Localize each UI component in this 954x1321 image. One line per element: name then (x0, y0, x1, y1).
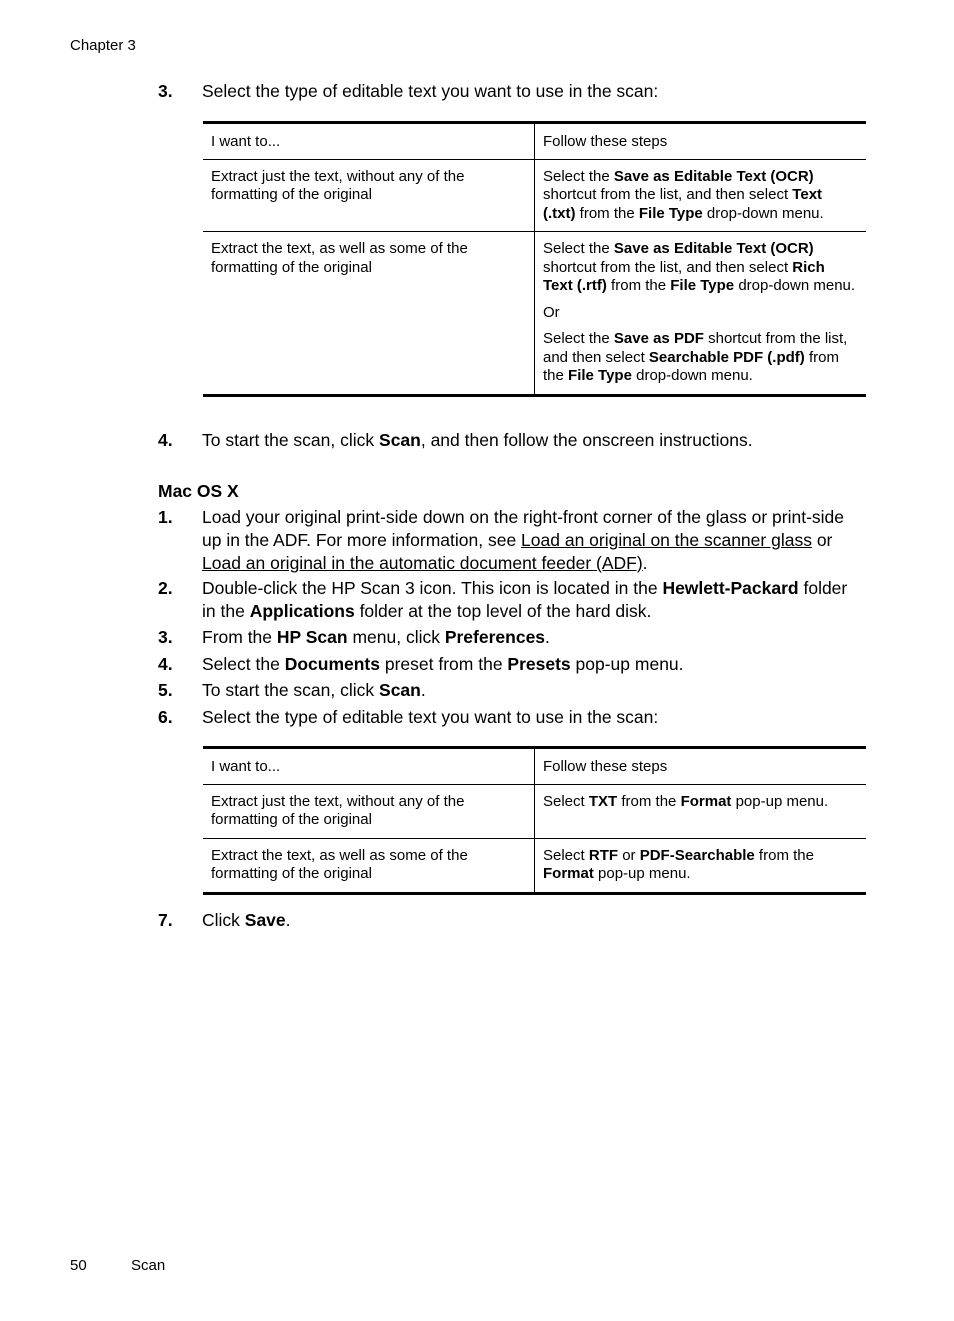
steps-paragraph (543, 330, 858, 386)
bold-term: File Type (638, 204, 703, 222)
bold-term: Presets (507, 654, 571, 674)
want-cell: Extract just the text, without any of the formatting of the original (203, 784, 535, 838)
cross-reference-link[interactable]: Load an original in the automatic document feeder (ADF) (202, 553, 643, 573)
text-run: drop-down menu. (631, 367, 753, 384)
text-run: . (545, 627, 550, 647)
step-number: 5. (158, 680, 173, 700)
editable-text-options-table (203, 121, 866, 397)
text-run: Select the (543, 330, 614, 347)
steps-cell (535, 838, 867, 893)
text-run: pop-up menu. (570, 654, 684, 674)
footer-section: Scan (131, 1257, 166, 1274)
column-header-steps: Follow these steps (535, 123, 867, 160)
bold-term: Rich Text (.rtf) (543, 258, 825, 294)
bold-term: Format (680, 792, 732, 810)
steps-cell (535, 232, 867, 396)
text-run: Double-click the HP Scan 3 icon. This icon is located in the (202, 578, 663, 598)
bold-term: Preferences (444, 627, 546, 647)
text-run: drop-down menu. (734, 277, 856, 294)
step-number: 6. (158, 707, 173, 727)
text-run: Select the (202, 654, 285, 674)
want-cell: Extract just the text, without any of the formatting of the original (203, 159, 535, 232)
step-text (202, 909, 852, 932)
text-run: pop-up menu. (731, 792, 829, 810)
chapter-header: Chapter 3 (70, 37, 136, 54)
column-header-want: I want to... (203, 748, 535, 785)
steps-paragraph (543, 240, 858, 296)
text-run: Or (543, 303, 560, 321)
text-run: from the (617, 792, 681, 810)
bold-term: Applications (249, 601, 355, 621)
text-run: . (642, 553, 648, 573)
bold-term: RTF (588, 846, 619, 864)
steps-paragraph (543, 847, 858, 884)
steps-paragraph (543, 793, 858, 812)
table-row (203, 784, 866, 838)
mac-os-x-heading: Mac OS X (158, 481, 239, 501)
step-text (202, 429, 852, 452)
bold-term: Documents (284, 654, 380, 674)
table-row (203, 838, 866, 893)
text-run: To start the scan, click (202, 430, 380, 450)
cross-reference-link[interactable]: Load an original on the scanner glass (521, 530, 812, 550)
text-run: folder at the top level of the hard disk. (354, 601, 652, 621)
step-number: 3. (158, 627, 173, 647)
column-header-steps: Follow these steps (535, 748, 867, 785)
text-run: Select the (543, 167, 614, 185)
text-run: Select (543, 792, 589, 810)
text-run: . (285, 910, 291, 930)
table-row (203, 159, 866, 232)
text-run: shortcut from the list, and then select (543, 330, 848, 366)
steps-cell (535, 159, 867, 232)
text-run: Click (202, 910, 245, 930)
text-run: from the (606, 277, 671, 294)
text-run: , and then follow the onscreen instructions. (420, 430, 753, 450)
bold-term: Save as Editable Text (OCR) (613, 240, 814, 257)
text-run: preset from the (380, 654, 508, 674)
step-number: 7. (158, 910, 173, 930)
bold-term: Searchable PDF (.pdf) (648, 348, 805, 366)
text-run: Select (543, 846, 589, 864)
text-run: shortcut from the list, and then select (543, 186, 793, 203)
steps-paragraph (543, 304, 858, 323)
step-number: 4. (158, 430, 173, 450)
step-text (202, 506, 852, 575)
steps-cell (535, 784, 867, 838)
text-run: menu, click (347, 627, 445, 647)
text-run: pop-up menu. (593, 865, 691, 882)
step-number: 3. (158, 81, 173, 101)
steps-paragraph (543, 168, 858, 224)
bold-term: Scan (379, 430, 421, 450)
want-cell: Extract the text, as well as some of the formatting of the original (203, 838, 535, 893)
bold-term: File Type (568, 367, 632, 384)
table-header-row (203, 748, 866, 785)
table-header-row (203, 123, 866, 160)
step-text (202, 679, 852, 702)
text-run: or (811, 530, 833, 550)
step-number: 2. (158, 578, 173, 598)
step-number: 4. (158, 654, 173, 674)
bold-term: Scan (379, 680, 421, 700)
bold-term: Hewlett-Packard (662, 578, 799, 598)
step-text (202, 706, 852, 729)
bold-term: TXT (588, 792, 618, 810)
step-text (202, 626, 852, 649)
text-run: From the (202, 627, 277, 647)
want-cell: Extract the text, as well as some of the formatting of the original (203, 232, 535, 396)
mac-format-options-table (203, 746, 866, 895)
text-run: from the (754, 846, 814, 864)
bold-term: HP Scan (276, 627, 348, 647)
text-run: Select the (543, 240, 614, 257)
text-run: drop-down menu. (702, 204, 824, 222)
step-text (202, 653, 852, 676)
text-run: or (618, 846, 640, 864)
step-text: Select the type of editable text you want to use in the scan: (202, 81, 659, 101)
bold-term: File Type (670, 277, 735, 294)
text-run: To start the scan, click (202, 680, 380, 700)
step-number: 1. (158, 507, 173, 527)
bold-term: Save as Editable Text (OCR) (613, 167, 814, 185)
bold-term: Save as PDF (613, 330, 704, 347)
text-run: Select the type of editable text you want to use in the scan: (202, 707, 659, 727)
text-run: Load your original print-side down on the right-front corner of the glass or print-side up in the ADF. For more information, see (202, 507, 845, 550)
step-text (202, 577, 852, 623)
bold-term: Format (543, 865, 594, 882)
column-header-want: I want to... (203, 123, 535, 160)
bold-term: PDF-Searchable (639, 846, 755, 864)
text-run: from the (575, 204, 639, 222)
bold-term: Save (244, 910, 286, 930)
text-run: shortcut from the list, and then select (543, 258, 793, 276)
table-row (203, 232, 866, 396)
text-run: folder in the (202, 578, 848, 621)
text-run: . (420, 680, 426, 700)
text-run: from the (543, 348, 839, 384)
page-number: 50 (70, 1257, 87, 1274)
bold-term: Text (.txt) (543, 186, 823, 222)
